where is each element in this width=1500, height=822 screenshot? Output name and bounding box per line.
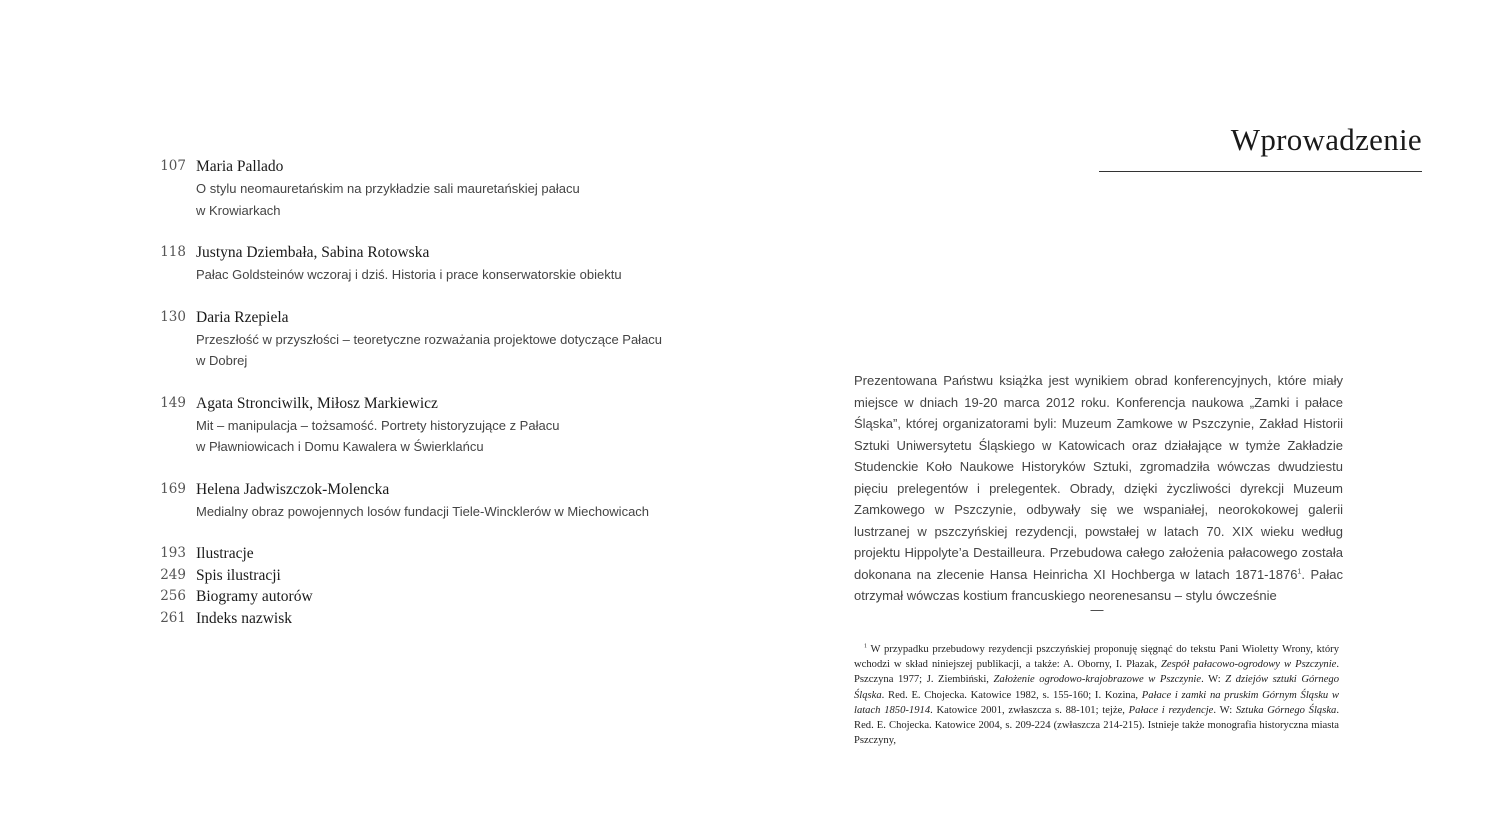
toc-page-number: 249 — [160, 566, 186, 583]
toc-page-number: 261 — [160, 609, 186, 626]
toc-page-number: 107 — [160, 158, 186, 174]
toc-author: Helena Jadwiszczok-Molencka — [196, 480, 390, 498]
footnote-text: . W: — [1201, 674, 1226, 686]
table-of-contents — [160, 156, 680, 629]
footnote — [854, 642, 1339, 748]
footnote-separator: — — [1090, 602, 1104, 617]
footnote-text: . Katowice 2001, zwłaszcza s. 88-101; tejże, — [930, 704, 1129, 716]
toc-page-number: 130 — [160, 308, 186, 325]
toc-section-label: Spis ilustracji — [196, 566, 281, 584]
toc-title-line: Mit – manipulacja – tożsamość. Portrety historyzujące z Pałacu — [196, 417, 560, 433]
footnote-title: Z dziejów sztuki Górnego Śląska — [854, 674, 1339, 701]
toc-title-line: Medialny obraz powojennych losów fundacji Tiele-Wincklerów w Miechowicach — [196, 503, 650, 519]
toc-title-line: Przeszłość w przyszłości – teoretyczne rozważania projektowe dotyczące Pałacu — [196, 331, 663, 347]
toc-entry-simple — [160, 543, 680, 565]
body-text-part: Prezentowana Państwu książka jest wynikiem obrad konferencyjnych, które miały miejsce w dniach 19-20 marca 2012 roku. Konferencja naukowa „Zamki i pałace Śląska”, której organizatorami byli: Muzeum Zamkowe w Pszczynie, Zakład Historii Sztuki Uniwersytetu Śląskiego w Katowicach oraz działające w tymże Zakładzie Studenckie Koło Naukowe Historyków Sztuki, zgromadziła wówczas dwudziestu pięciu prelegentów i prelegentek. Obrady, dzięki życzliwości dyrekcji Muzeum Zamkowego w Pszczynie, odbywały się we wspaniałej, neorokokowej galerii lustrzanej w pszczyńskiej rezydencji, powstałej w latach 70. XIX wieku według projektu Hippolyte’a Destailleura. Przebudowa całego założenia pałacowego została dokonana na zlecenie Hansa Heinricha XI Hochberga w latach 1871-1876 — [854, 373, 1343, 582]
footnote-text: . Red. E. Chojecka. Katowice 2004, s. 209-224 (zwłaszcza 214-215). Istnieje także monografia historyczna miasta Pszczyny, — [854, 704, 1339, 747]
toc-entry-simple — [160, 565, 680, 587]
toc-title-line: w Dobrej — [196, 353, 248, 368]
footnote-title: Sztuka Górnego Śląska — [1235, 704, 1337, 716]
toc-author: Maria Pallado — [196, 158, 284, 175]
toc-entry — [160, 479, 680, 523]
chapter-heading: Wprowadzenie — [1230, 122, 1422, 157]
toc-page-number: 193 — [160, 545, 186, 561]
footnote-title: Zespół pałacowo-ogrodowy w Pszczynie — [1161, 659, 1337, 671]
footnote-title: Założenie ogrodowo-krajobrazowe w Pszczynie — [993, 674, 1202, 686]
footnote-text: W przypadku przebudowy rezydencji pszczyńskiej proponuję sięgnąć do tekstu Pani Wioletty Wrony, który wchodzi w skład niniejszej publikacji, a także: A. Oborny, I. Płazak, — [854, 644, 1339, 671]
toc-author: Daria Rzepiela — [196, 308, 289, 326]
footnote-text: . W: — [1213, 704, 1236, 716]
toc-section-label: Ilustracje — [196, 545, 254, 562]
toc-page-number: 118 — [160, 244, 186, 260]
toc-entry — [160, 242, 680, 286]
toc-title-line: O stylu neomauretańskim na przykładzie sali mauretańskiej pałacu — [196, 181, 580, 196]
toc-title-line: w Pławniowicach i Domu Kawalera w Świerklańcu — [196, 439, 484, 454]
footnote-reference: 1 — [1297, 568, 1302, 576]
toc-entry-simple — [160, 586, 680, 608]
footnote-text: . Red. E. Chojecka. Katowice 1982, s. 155-160; I. Kozina, — [881, 689, 1142, 701]
toc-author: Agata Stronciwilk, Miłosz Markiewicz — [196, 394, 438, 412]
footnote-title: Pałace i zamki na pruskim Górnym Śląsku w latach 1850-1914 — [854, 689, 1339, 716]
footnote-title: Pałace i rezydencje — [1128, 704, 1214, 716]
toc-section-label: Indeks nazwisk — [196, 609, 292, 627]
toc-title-line: Pałac Goldsteinów wczoraj i dziś. Historia i prace konserwatorskie obiektu — [196, 267, 622, 282]
body-text-part: . Pałac otrzymał wówczas kostium francuskiego neorenesansu – stylu ówcześnie — [854, 566, 1343, 603]
toc-page-number: 149 — [160, 394, 186, 411]
toc-entry — [160, 156, 680, 221]
footnote-number: 1 — [864, 643, 867, 650]
right-page — [750, 0, 1500, 822]
toc-page-number: 169 — [160, 480, 186, 497]
toc-entry — [160, 307, 680, 372]
body-paragraph — [854, 370, 1343, 607]
footnote-text: . Pszczyna 1977; J. Ziembiński, — [854, 659, 1339, 686]
toc-page-number: 256 — [160, 588, 186, 604]
toc-entry — [160, 393, 680, 458]
toc-section-label: Biogramy autorów — [196, 588, 313, 605]
toc-title-line: w Krowiarkach — [196, 202, 281, 218]
toc-entry-simple — [160, 608, 680, 630]
toc-author: Justyna Dziembała, Sabina Rotowska — [196, 244, 430, 261]
heading-rule — [1099, 171, 1422, 172]
